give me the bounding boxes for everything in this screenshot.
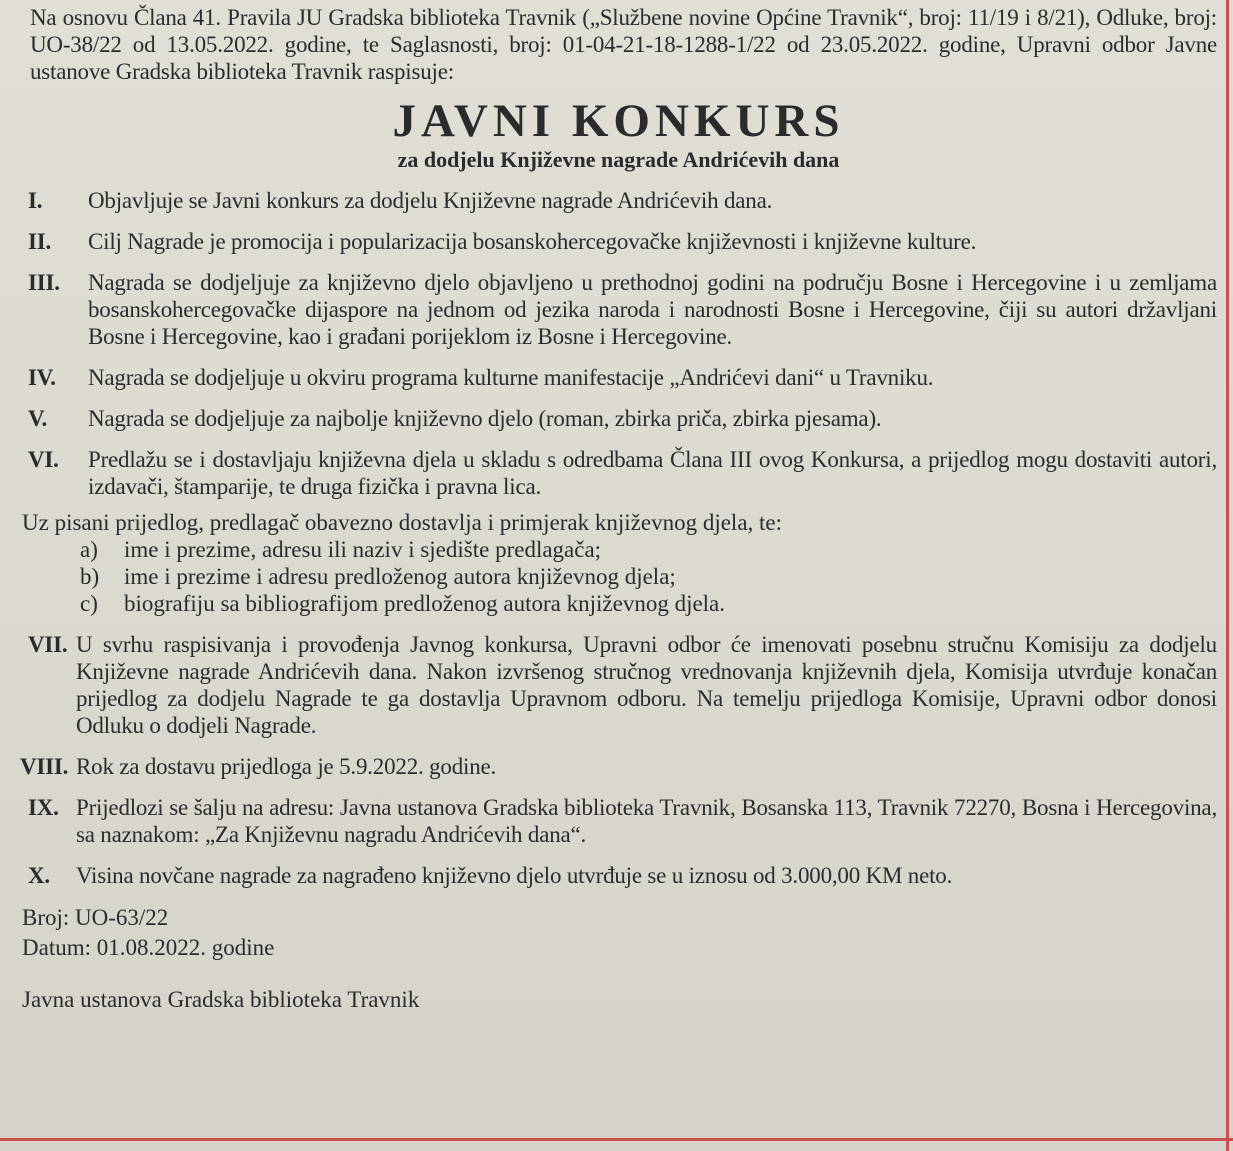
list-letter: b) — [80, 564, 100, 589]
article-3 — [20, 269, 1217, 350]
article-9 — [20, 794, 1217, 848]
article-number: II. — [28, 229, 52, 254]
list-text: ime i prezime, adresu ili naziv i sjedište predlagača; — [124, 537, 602, 562]
article-4 — [20, 364, 1217, 391]
article-2 — [20, 228, 1217, 255]
article-number: IX. — [28, 795, 59, 820]
red-frame-right — [1226, 0, 1229, 1151]
list-text: biografiju sa bibliografijom predloženog autora književnog djela. — [124, 591, 726, 616]
article-text: Prijedlozi se šalju na adresu: Javna ustanova Gradska biblioteka Travnik, Bosanska 113, Travnik 72270, Bosna i Hercegovina, sa naznakom: „Za Književnu nagradu Andrićevih dana“. — [76, 795, 1217, 847]
list-item — [80, 590, 1217, 617]
article-number: VIII. — [20, 754, 69, 779]
article-number: IV. — [28, 365, 56, 390]
intro-paragraph: Na osnovu Člana 41. Pravila JU Gradska biblioteka Travnik („Službene novine Općine Travnik“, broj: 11/19 i 8/21), Odluke, broj: UO-38/22 od 13.05.2022. godine, te Saglasnosti, broj: 01-04-21-18-1288-1/22 od 23.05.2022. godine, Upravni odbor Javne ustanove Gradska biblioteka Travnik raspisuje: — [30, 5, 1217, 84]
article-7 — [20, 631, 1217, 739]
list-item — [80, 536, 1217, 563]
article-text: Nagrada se dodjeljuje u okviru programa kulturne manifestacije „Andrićevi dani“ u Travniku. — [88, 365, 934, 390]
article-number: X. — [28, 863, 50, 888]
article-number: III. — [28, 270, 60, 295]
list-letter: c) — [80, 591, 98, 616]
article-text: Objavljuje se Javni konkurs za dodjelu Književne nagrade Andrićevih dana. — [88, 188, 773, 213]
page-subtitle: za dodjelu Književne nagrade Andrićevih dana — [397, 147, 840, 172]
article-10 — [20, 862, 1217, 889]
article-text: Rok za dostavu prijedloga je 5.9.2022. godine. — [76, 754, 497, 779]
list-text: ime i prezime i adresu predloženog autora književnog djela; — [124, 564, 676, 589]
article-text: Nagrada se dodjeljuje za najbolje književno djelo (roman, zbirka priča, zbirka pjesama). — [88, 406, 882, 431]
list-item — [80, 563, 1217, 590]
list-letter: a) — [80, 537, 98, 562]
article-number: I. — [28, 188, 43, 213]
document-number: Broj: UO-63/22 — [22, 905, 169, 930]
article-text: Visina novčane nagrade za nagrađeno književno djelo utvrđuje se u iznosu od 3.000,00 KM neto. — [76, 863, 953, 888]
article-1 — [20, 187, 1217, 214]
article-text: Predlažu se i dostavljaju književna djela u skladu s odredbama Člana III ovog Konkursa, a prijedlog mogu dostaviti autori, izdavači, štamparije, te druga fizička i pravna lica. — [88, 447, 1217, 499]
article-6 — [20, 446, 1217, 500]
requirements-list — [20, 536, 1217, 617]
requirements-lead: Uz pisani prijedlog, predlagač obavezno dostavlja i primjerak književnog djela, te: — [22, 510, 783, 535]
article-text: Cilj Nagrade je promocija i popularizacija bosanskohercegovačke književnosti i književne kulture. — [88, 229, 977, 254]
article-text: U svrhu raspisivanja i provođenja Javnog konkursa, Upravni odbor će imenovati posebnu stručnu Komisiju za dodjelu Književne nagrade Andrićevih dana. Nakon izvršenog stručnog vrednovanja književnih djela, Komisija utvrđuje konačan prijedlog za dodjelu Nagrade te ga dostavlja Upravnom odboru. Na temelju prijedloga Komisije, Upravni odbor donosi Odluku o dodjeli Nagrade. — [76, 632, 1217, 738]
article-number: VI. — [28, 447, 59, 472]
article-5 — [20, 405, 1217, 432]
article-number: VII. — [28, 632, 68, 657]
article-text: Nagrada se dodjeljuje za književno djelo objavljeno u prethodnoj godini na području Bosne i Hercegovine i u zemljama bosanskohercegovačke dijaspore na jednom od jezika naroda i narodnosti Bosne i Hercegovine, čiji su autori državljani Bosne i Hercegovine, kao i građani porijeklom iz Bosne i Hercegovine. — [88, 270, 1217, 349]
article-8 — [20, 753, 1217, 780]
page-title: JAVNI KONKURS — [392, 95, 845, 147]
signature-line: Javna ustanova Gradska biblioteka Travnik — [22, 987, 420, 1012]
article-number: V. — [28, 406, 47, 431]
document-date: Datum: 01.08.2022. godine — [22, 935, 275, 960]
red-frame-bottom — [0, 1138, 1233, 1141]
